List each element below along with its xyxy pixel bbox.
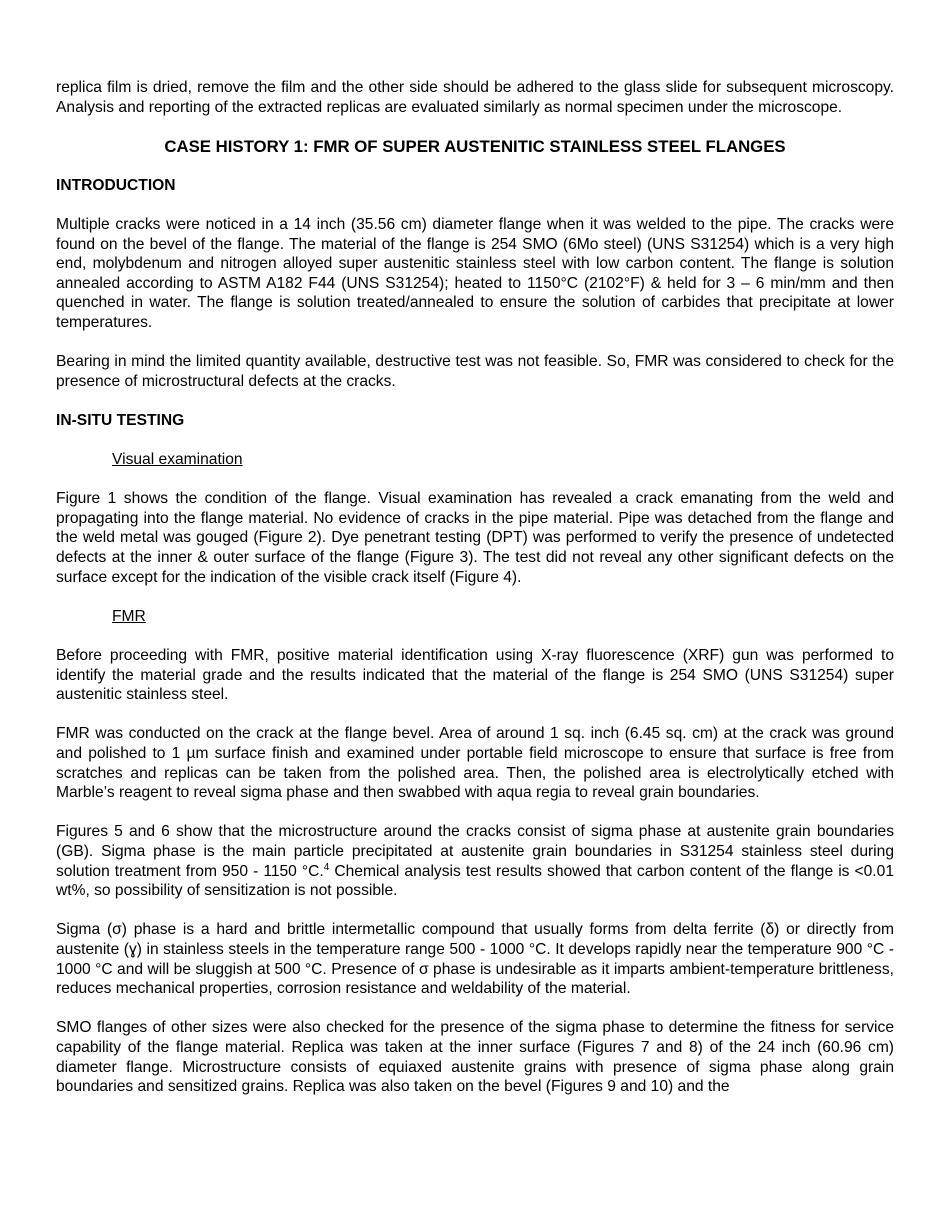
visual-examination-paragraph: Figure 1 shows the condition of the flange. Visual examination has revealed a crack emanating from the weld and propagating into the flange material. No evidence of cracks in the pipe material. Pipe was detached from the flange and the weld metal was gouged (Figure 2). Dye penetrant testing (DPT) was performed to verify the presence of undetected defects at the inner & outer surface of the flange (Figure 3). The test did not reveal any other significant defects on the surface except for the indication of the visible crack itself (Figure 4). — [56, 490, 894, 586]
visual-examination-subheading: Visual examination — [112, 451, 243, 469]
fmr-paragraph-5: SMO flanges of other sizes were also checked for the presence of the sigma phase to determine the fitness for service capability of the flange material. Replica was taken at the inner surface (Figures 7 and 8) of the 24 inch (60.96 cm) diameter flange. Microstructure consists of equiaxed austenite grains with presence of sigma phase along grain boundaries and sensitized grains. Replica was also taken on the bevel (Figures 9 and 10) and the — [56, 1019, 894, 1096]
document-page — [56, 78, 894, 1116]
in-situ-testing-heading: IN-SITU TESTING — [56, 411, 185, 429]
fmr-paragraph-2: FMR was conducted on the crack at the flange bevel. Area of around 1 sq. inch (6.45 sq. cm) at the crack was ground and polished to 1 µm surface finish and examined under portable field microscope to ensure that surface is free from scratches and replicas can be taken from the polished area. Then, the polished area is electrolytically etched with Marble’s reagent to reveal sigma phase and then swabbed with aqua regia to reveal grain boundaries. — [56, 725, 894, 802]
fmr-paragraph-3-text-b: Chemical analysis test results showed that carbon content of the flange is <0.01 wt%, so possibility of sensitization is not possible. — [56, 862, 894, 900]
introduction-heading: INTRODUCTION — [56, 176, 176, 194]
introduction-paragraph-1: Multiple cracks were noticed in a 14 inch (35.56 cm) diameter flange when it was welded to the pipe. The cracks were found on the bevel of the flange. The material of the flange is 254 SMO (6Mo steel) (UNS S31254) which is a very high end, molybdenum and nitrogen alloyed super austenitic stainless steel with low carbon content. The flange is solution annealed according to ASTM A182 F44 (UNS S31254); heated to 1150°C (2102°F) & held for 3 – 6 min/mm and then quenched in water. The flange is solution treated/annealed to ensure the solution of carbides that precipitate at lower temperatures. — [56, 215, 894, 331]
introduction-paragraph-2: Bearing in mind the limited quantity available, destructive test was not feasible. So, FMR was considered to check for the presence of microstructural defects at the cracks. — [56, 353, 894, 390]
fmr-paragraph-3 — [56, 822, 894, 900]
fmr-paragraph-4: Sigma (σ) phase is a hard and brittle intermetallic compound that usually forms from delta ferrite (δ) or directly from austenite (ɣ) in stainless steels in the temperature range 500 - 1000 °C. It develops rapidly near the temperature 900 °C - 1000 °C and will be sluggish at 500 °C. Presence of σ phase is undesirable as it imparts ambient-temperature brittleness, reduces mechanical properties, corrosion resistance and weldability of the material. — [56, 921, 894, 998]
reference-superscript: 4 — [323, 861, 330, 873]
fmr-paragraph-1: Before proceeding with FMR, positive material identification using X-ray fluorescence (XRF) gun was performed to identify the material grade and the results indicated that the material of the flange is 254 SMO (UNS S31254) super austenitic stainless steel. — [56, 647, 894, 704]
intro-fragment-paragraph: replica film is dried, remove the film and the other side should be adhered to the glass slide for subsequent microscopy. Analysis and reporting of the extracted replicas are evaluated similarly as normal specimen under the microscope. — [56, 79, 894, 116]
fmr-paragraph-3-text-a: Figures 5 and 6 show that the microstructure around the cracks consist of sigma phase at austenite grain boundaries (GB). Sigma phase is the main particle precipitated at austenite grain boundaries in S31254 stainless steel during solution treatment from 950 - 1150 °C. — [56, 823, 894, 880]
fmr-subheading: FMR — [112, 607, 146, 625]
case-history-title: CASE HISTORY 1: FMR OF SUPER AUSTENITIC STAINLESS STEEL FLANGES — [164, 136, 786, 156]
